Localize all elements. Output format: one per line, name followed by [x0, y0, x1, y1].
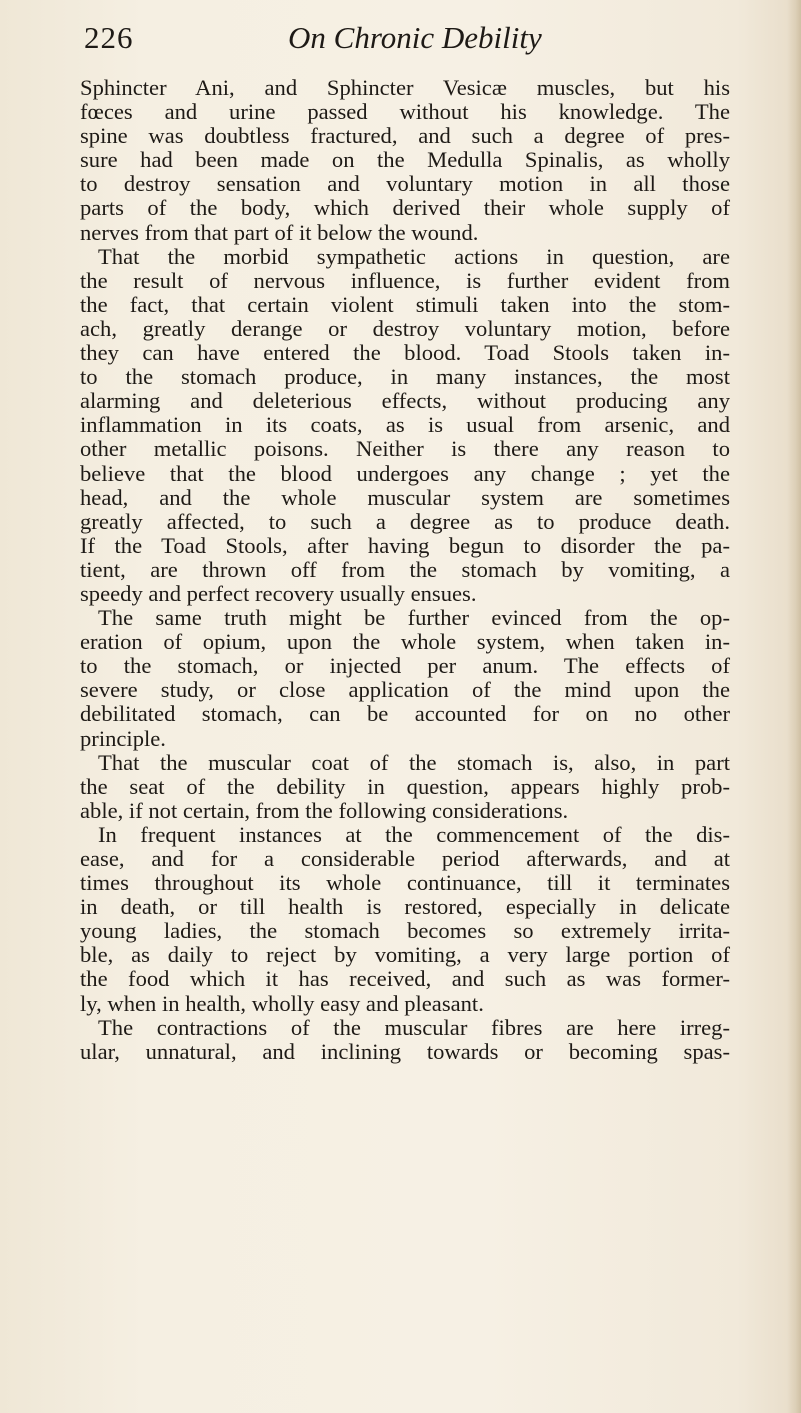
text-line: inflammation in its coats, as is usual from arsenic, and [80, 412, 730, 438]
text-line: the food which it has received, and such as was former- [80, 966, 730, 992]
text-line: other metallic poisons. Neither is there any reason to [80, 436, 730, 462]
text-line: If the Toad Stools, after having begun to disorder the pa- [80, 532, 730, 558]
text-line: believe that the blood undergoes any change ; yet the [80, 460, 730, 486]
text-line: the fact, that certain violent stimuli taken into the stom- [80, 291, 730, 317]
text-line: times throughout its whole continuance, till it terminates [80, 870, 730, 896]
text-line: greatly affected, to such a degree as to produce death. [80, 508, 730, 534]
text-line: to the stomach produce, in many instances, the most [80, 364, 730, 390]
text-line: to destroy sensation and voluntary motion in all those [80, 171, 730, 197]
text-line: fœces and urine passed without his knowledge. The [80, 99, 730, 125]
text-line: ble, as daily to reject by vomiting, a very large portion of [80, 942, 730, 968]
text-line: young ladies, the stomach becomes so extremely irrita- [80, 918, 730, 944]
text-line: ly, when in health, wholly easy and pleasant. [80, 990, 484, 1016]
text-line: In frequent instances at the commencement of the dis- [98, 821, 730, 847]
text-line: speedy and perfect recovery usually ensues. [80, 580, 477, 606]
text-line: sure had been made on the Medulla Spinalis, as wholly [80, 147, 730, 173]
page-header [84, 18, 724, 58]
text-line: The same truth might be further evinced from the op- [98, 605, 730, 631]
text-line: ular, unnatural, and inclining towards or becoming spas- [80, 1038, 730, 1064]
text-line: the result of nervous influence, is further evident from [80, 267, 730, 293]
page-edge-shadow [787, 0, 801, 1413]
text-line: That the morbid sympathetic actions in question, are [98, 243, 730, 269]
text-line: That the muscular coat of the stomach is, also, in part [98, 749, 730, 775]
text-line: spine was doubtless fractured, and such a degree of pres- [80, 123, 730, 149]
text-line: nerves from that part of it below the wound. [80, 219, 479, 245]
text-line: tient, are thrown off from the stomach by vomiting, a [80, 556, 730, 582]
text-line: eration of opium, upon the whole system, when taken in- [80, 629, 730, 655]
text-line: alarming and deleterious effects, without producing any [80, 388, 730, 414]
text-line: debilitated stomach, can be accounted for on no other [80, 701, 730, 727]
text-line: able, if not certain, from the following considerations. [80, 797, 569, 823]
text-line: The contractions of the muscular fibres are here irreg- [98, 1014, 730, 1040]
text-line: parts of the body, which derived their whole supply of [80, 195, 730, 221]
text-line: they can have entered the blood. Toad Stools taken in- [80, 340, 730, 366]
text-line: the seat of the debility in question, appears highly prob- [80, 773, 730, 799]
body-text [80, 76, 730, 1064]
text-line: to the stomach, or injected per anum. The effects of [80, 653, 730, 679]
running-title: On Chronic Debility [288, 20, 542, 55]
text-line: ach, greatly derange or destroy voluntary motion, before [80, 315, 730, 341]
text-line: head, and the whole muscular system are sometimes [80, 484, 730, 510]
page-number: 226 [84, 20, 134, 55]
text-line: in death, or till health is restored, especially in delicate [80, 894, 730, 920]
text-line: ease, and for a considerable period afterwards, and at [80, 846, 730, 871]
text-line: severe study, or close application of the mind upon the [80, 677, 730, 703]
text-line: principle. [80, 725, 166, 751]
text-line: Sphincter Ani, and Sphincter Vesicæ muscles, but his [80, 75, 730, 100]
